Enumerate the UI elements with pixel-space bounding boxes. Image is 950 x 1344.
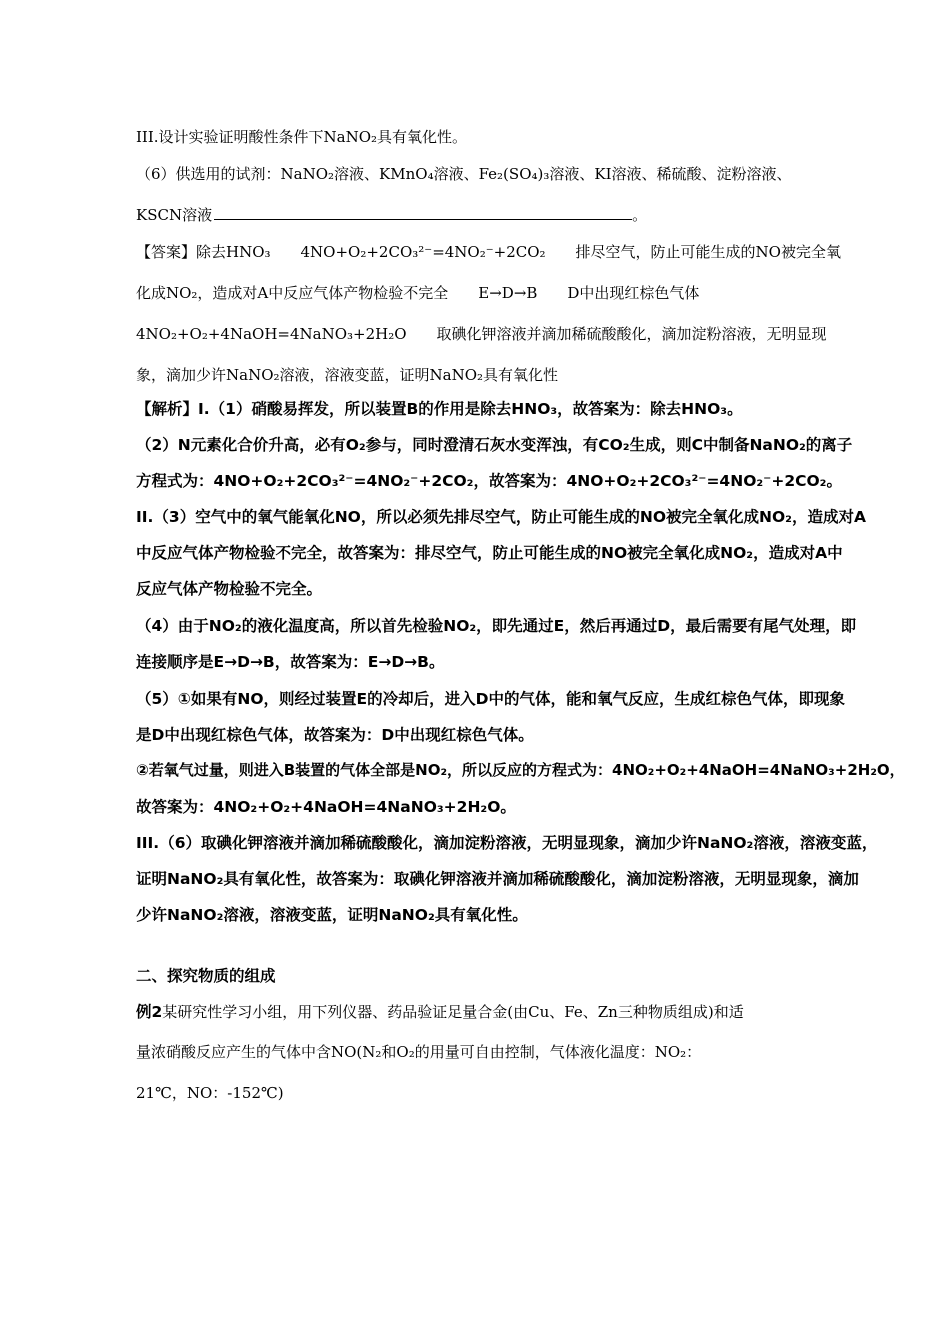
- reagent-kscn-label: KSCN溶液: [136, 206, 213, 224]
- example-2-text: 某研究性学习小组，用下列仪器、药品验证足量合金(由Cu、Fe、Zn三种物质组成)和适: [162, 1003, 744, 1021]
- analysis-line-3: 方程式为：4NO+O₂+2CO₃²⁻=4NO₂⁻+2CO₂，故答案为：4NO+O₂+2CO₃²⁻=4NO₂⁻+2CO₂。: [136, 472, 842, 490]
- analysis-line-15: 少许NaNO₂溶液，溶液变蓝，证明NaNO₂具有氧化性。: [136, 906, 528, 924]
- analysis-line-2: （2）N元素化合价升高，必有O₂参与，同时澄清石灰水变浑浊，有CO₂生成，则C中制备NaNO₂的离子: [136, 436, 853, 454]
- answer-blank: [214, 205, 632, 220]
- analysis-line-13: III.（6）取碘化钾溶液并滴加稀硫酸酸化，滴加淀粉溶液，无明显现象，滴加少许NaNO₂溶液，溶液变蓝，: [136, 834, 878, 852]
- section-two-heading: 二、探究物质的组成: [136, 967, 276, 985]
- example-2-line-2: 量浓硝酸反应产生的气体中含NO(N₂和O₂的用量可自由控制，气体液化温度：NO₂：: [136, 1043, 702, 1061]
- example-2-label: 例2: [136, 1003, 163, 1021]
- analysis-line-10: 是D中出现红棕色气体，故答案为：D中出现红棕色气体。: [136, 726, 534, 744]
- section-iii-heading: III.设计实验证明酸性条件下NaNO₂具有氧化性。: [136, 128, 468, 146]
- reagent-list-line: （6）供选用的试剂：NaNO₂溶液、KMnO₄溶液、Fe₂(SO₄)₃溶液、KI溶液、稀硫酸、淀粉溶液、: [136, 165, 792, 183]
- analysis-line-14: 证明NaNO₂具有氧化性，故答案为：取碘化钾溶液并滴加稀硫酸酸化，滴加淀粉溶液，无明显现象，滴加: [136, 870, 859, 888]
- answer-line-3: 4NO₂+O₂+4NaOH=4NaNO₃+2H₂O 取碘化钾溶液并滴加稀硫酸酸化，滴加淀粉溶液，无明显现: [136, 325, 827, 343]
- answer-line-1: 【答案】除去HNO₃ 4NO+O₂+2CO₃²⁻=4NO₂⁻+2CO₂ 排尽空气，防止可能生成的NO被完全氧: [136, 243, 841, 261]
- analysis-line-7: （4）由于NO₂的液化温度高，所以首先检验NO₂，即先通过E，然后再通过D，最后需要有尾气处理，即: [136, 617, 857, 635]
- answer-line-4: 象，滴加少许NaNO₂溶液，溶液变蓝，证明NaNO₂具有氧化性: [136, 366, 559, 384]
- analysis-line-6: 反应气体产物检验不完全。: [136, 580, 323, 598]
- reagent-answer-line: [136, 204, 647, 225]
- analysis-line-8: 连接顺序是E→D→B，故答案为：E→D→B。: [136, 653, 445, 671]
- analysis-line-4: II.（3）空气中的氧气能氧化NO，所以必须先排尽空气，防止可能生成的NO被完全氧化成NO₂，造成对A: [136, 508, 866, 526]
- analysis-line-1: 【解析】I.（1）硝酸易挥发，所以装置B的作用是除去HNO₃，故答案为：除去HNO₃。: [136, 400, 743, 418]
- analysis-line-9: （5）①如果有NO，则经过装置E的冷却后，进入D中的气体，能和氧气反应，生成红棕色气体，即现象: [136, 690, 846, 708]
- example-2-line-3: 21℃，NO：-152℃): [136, 1084, 284, 1102]
- blank-period: 。: [632, 206, 648, 224]
- analysis-line-12: 故答案为：4NO₂+O₂+4NaOH=4NaNO₃+2H₂O。: [136, 798, 516, 816]
- example-2-line-1: [136, 1000, 744, 1022]
- answer-line-2: 化成NO₂，造成对A中反应气体产物检验不完全 E→D→B D中出现红棕色气体: [136, 284, 700, 302]
- analysis-line-11: ②若氧气过量，则进入B装置的气体全部是NO₂，所以反应的方程式为：4NO₂+O₂+4NaOH=4NaNO₃+2H₂O，: [136, 761, 905, 779]
- analysis-line-5: 中反应气体产物检验不完全，故答案为：排尽空气，防止可能生成的NO被完全氧化成NO₂，造成对A中: [136, 544, 843, 562]
